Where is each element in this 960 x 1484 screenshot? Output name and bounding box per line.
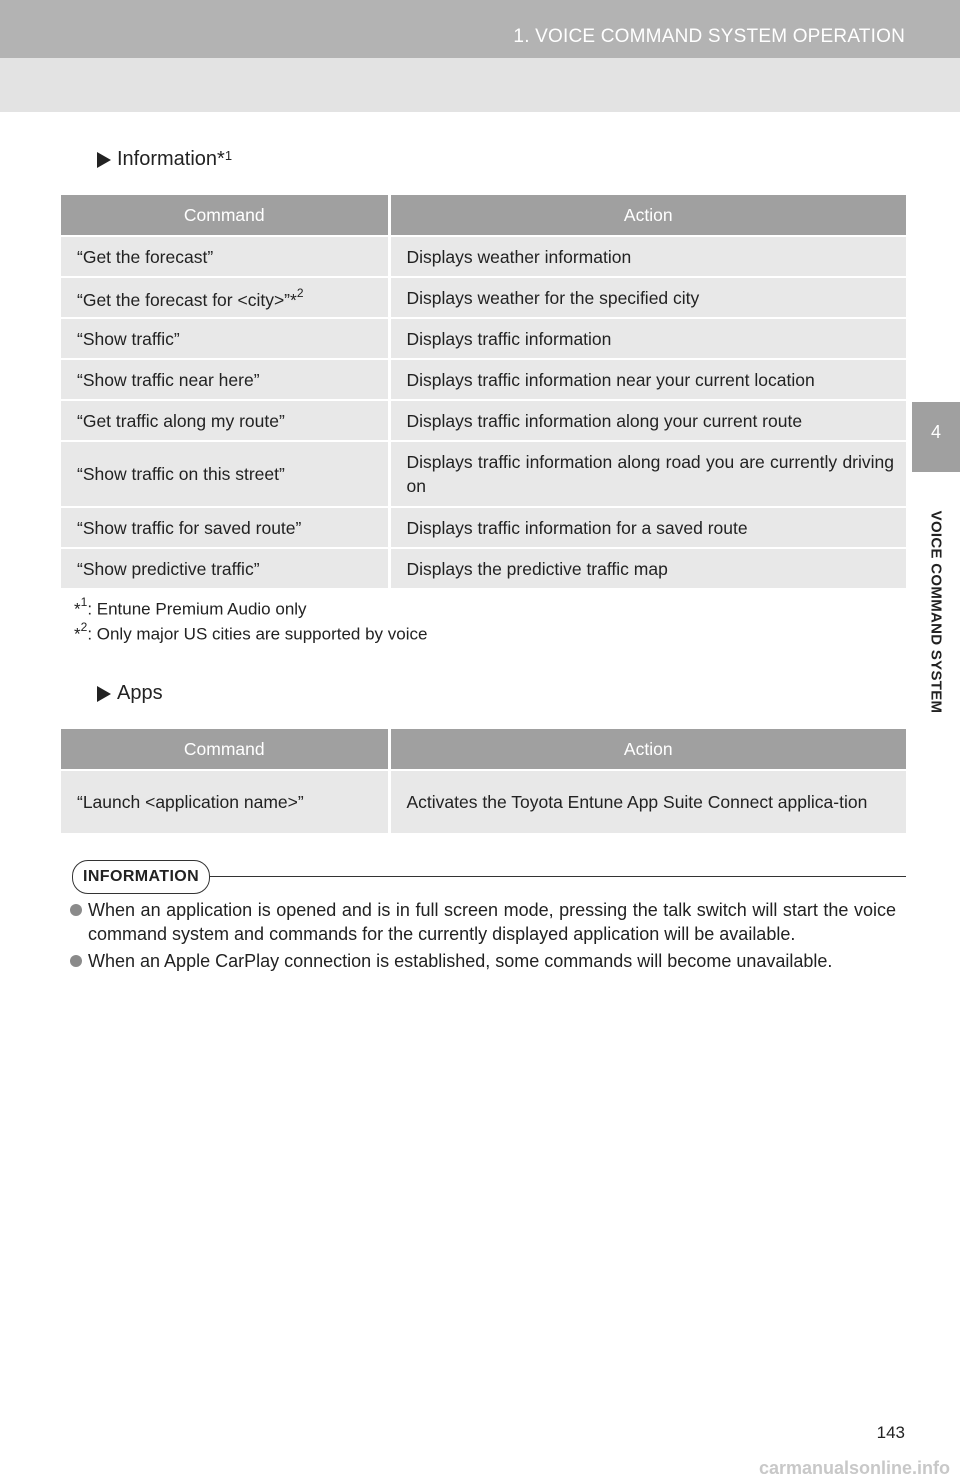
command-text: “Get traffic along my route” [77,410,285,431]
table-row [61,318,906,359]
action-cell: Displays traffic information along your current route [389,400,906,441]
table-row [61,277,906,318]
bullet-icon [70,955,82,967]
table-row [61,236,906,277]
information-item-text: When an Apple CarPlay connection is established, some commands will become unavailable. [88,951,833,971]
footnote-mark: * [74,624,81,644]
bullet-icon [70,904,82,916]
table-header-row [61,195,906,236]
table-row [61,359,906,400]
footnote-1 [74,597,307,620]
action-cell: Displays weather for the specified city [389,277,906,318]
table-row [61,400,906,441]
action-cell: Displays weather information [389,236,906,277]
command-cell [61,318,389,359]
information-table-body [61,236,906,589]
command-cell [61,441,389,507]
table-row [61,441,906,507]
command-cell [61,277,389,318]
chapter-tab [912,402,960,472]
information-list [70,898,896,976]
footnote-sup: 1 [80,595,88,609]
table-row [61,548,906,589]
command-text: “Get the forecast” [77,246,214,267]
information-heading [97,148,232,171]
command-cell [61,548,389,589]
footnote-sup: 2 [80,620,88,634]
command-cell [61,507,389,548]
triangle-arrow-icon [97,152,111,168]
watermark: carmanualsonline.info [758,1458,950,1478]
page-number: 143 [876,1423,905,1442]
action-cell: Displays traffic information along road you are currently driving on [389,441,906,507]
apps-command-table [61,729,906,835]
header-strip [0,0,960,58]
command-text: “Show traffic on this street” [77,464,285,484]
apps-heading [97,682,163,705]
action-cell: Displays the predictive traffic map [389,548,906,589]
command-cell [61,359,389,400]
apps-table-body [61,770,906,834]
command-text: “Show predictive traffic” [77,558,260,579]
information-heading-text: Information* [117,148,225,170]
command-sup: 2 [296,286,304,301]
column-header-action: Action [389,195,906,236]
footnote-text: : Only major US cities are supported by voice [87,624,428,644]
table-row [61,507,906,548]
column-header-action: Action [389,729,906,770]
command-cell [61,236,389,277]
action-cell: Displays traffic information [389,318,906,359]
action-cell: Activates the Toyota Entune App Suite Connect applica-tion [389,770,906,834]
table-header-row [61,729,906,770]
command-text: “Show traffic near here” [77,369,260,390]
information-badge: INFORMATION [72,860,210,894]
chapter-tab-number: 4 [930,422,941,442]
apps-heading-text: Apps [117,682,163,704]
action-cell: Displays traffic information for a saved route [389,507,906,548]
table-row [61,770,906,834]
command-text: “Show traffic” [77,328,180,349]
information-item [70,898,896,946]
chapter-title: 1. VOICE COMMAND SYSTEM OPERATION [513,26,905,47]
command-text: “Show traffic for saved route” [77,517,302,538]
command-text: “Get the forecast for <city>”* [77,289,297,310]
footnote-text: : Entune Premium Audio only [87,599,307,619]
information-heading-sup: 1 [224,148,233,163]
triangle-arrow-icon [97,686,111,702]
action-cell: Displays traffic information near your current location [389,359,906,400]
footnote-mark: * [74,599,81,619]
information-command-table [61,195,906,590]
footnote-2 [74,622,427,645]
column-header-command: Command [61,195,389,236]
command-text: “Launch <application name>” [77,792,304,812]
information-item-text: When an application is opened and is in full screen mode, pressing the talk switch will start the voice command system and commands for the currently displayed application will be available. [88,900,896,944]
command-cell [61,400,389,441]
command-cell [61,770,389,834]
chapter-side-label: VOICE COMMAND SYSTEM [927,510,945,714]
information-item [70,949,896,973]
column-header-command: Command [61,729,389,770]
